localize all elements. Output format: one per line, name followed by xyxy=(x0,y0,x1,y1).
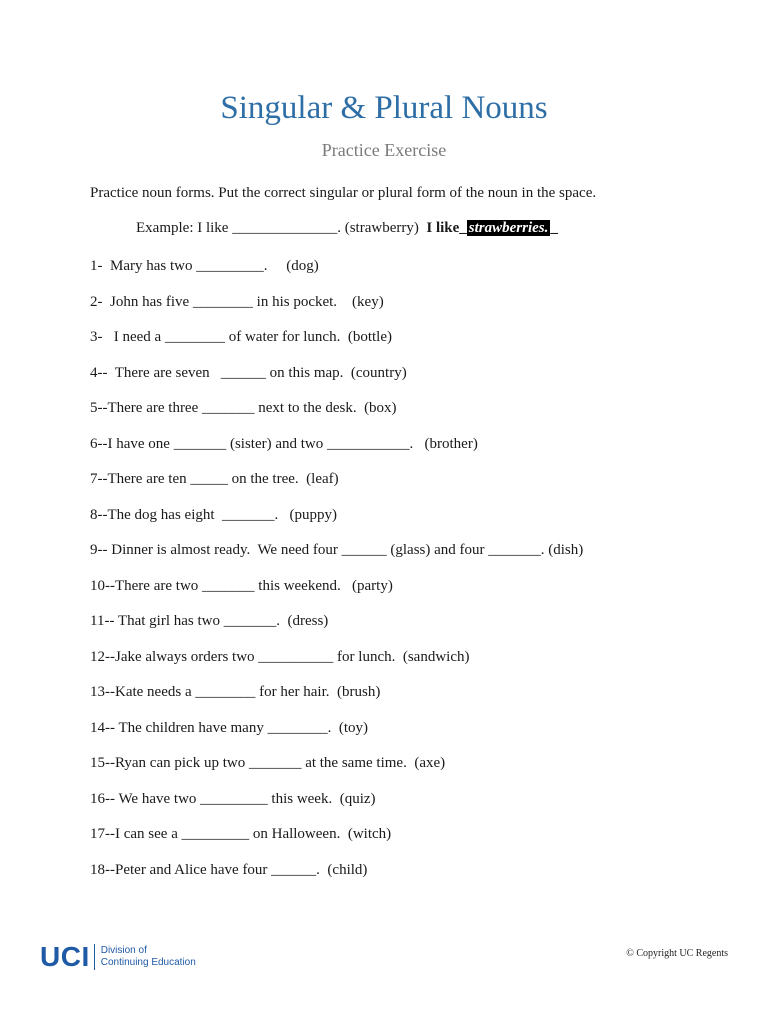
exercise-item-10: 10--There are two _______ this weekend. (party) xyxy=(90,577,393,594)
division-line-2: Continuing Education xyxy=(100,957,196,968)
uci-logo xyxy=(40,942,196,972)
uci-logo-text: UCI xyxy=(40,941,90,972)
exercise-item-11: 11-- That girl has two _______. (dress) xyxy=(90,613,329,629)
page-title: Singular & Plural Nouns xyxy=(220,90,548,126)
example-answer: strawberries. xyxy=(468,220,549,236)
page-subtitle: Practice Exercise xyxy=(321,140,447,160)
division-name xyxy=(101,945,196,969)
exercise-item-12: 12--Jake always orders two __________ for lunch. (sandwich) xyxy=(90,648,470,665)
example-line xyxy=(136,220,558,237)
exercise-list xyxy=(90,256,583,895)
exercise-item-14: 14-- The children have many ________. (toy) xyxy=(90,719,368,736)
exercise-item-6: 6--I have one _______ (sister) and two ___________. (brother) xyxy=(90,435,478,452)
copyright-notice: © Copyright UC Regents xyxy=(626,948,728,959)
exercise-item-8: 8--The dog has eight _______. (puppy) xyxy=(90,506,338,523)
exercise-item-17: 17--I can see a _________ on Halloween. (witch) xyxy=(90,826,392,842)
exercise-item-4: 4-- There are seven ______ on this map. (country) xyxy=(90,364,407,381)
exercise-item-9: 9-- Dinner is almost ready. We need four ______ (glass) and four _______. (dish) xyxy=(90,542,584,558)
example-prompt: Example: I like ______________. (strawberry) xyxy=(136,220,427,236)
logo-divider xyxy=(94,944,95,970)
instructions-text: Practice noun forms. Put the correct singular or plural form of the noun in the space. xyxy=(90,185,597,201)
exercise-item-2: 2- John has five ________ in his pocket. (key) xyxy=(90,293,384,310)
exercise-item-18: 18--Peter and Alice have four ______. (child) xyxy=(90,861,368,878)
exercise-item-1: 1- Mary has two _________. (dog) xyxy=(90,258,319,274)
exercise-item-13: 13--Kate needs a ________ for her hair. (brush) xyxy=(90,684,381,700)
exercise-item-7: 7--There are ten _____ on the tree. (leaf) xyxy=(90,471,339,487)
example-answer-lead: I like_ xyxy=(426,220,467,236)
example-answer-tail: _ xyxy=(550,220,558,236)
exercise-item-16: 16-- We have two _________ this week. (quiz) xyxy=(90,790,376,807)
exercise-item-3: 3- I need a ________ of water for lunch. (bottle) xyxy=(90,329,392,345)
exercise-item-15: 15--Ryan can pick up two _______ at the same time. (axe) xyxy=(90,755,446,771)
exercise-item-5: 5--There are three _______ next to the desk. (box) xyxy=(90,400,397,416)
division-line-1: Division of xyxy=(100,945,147,956)
